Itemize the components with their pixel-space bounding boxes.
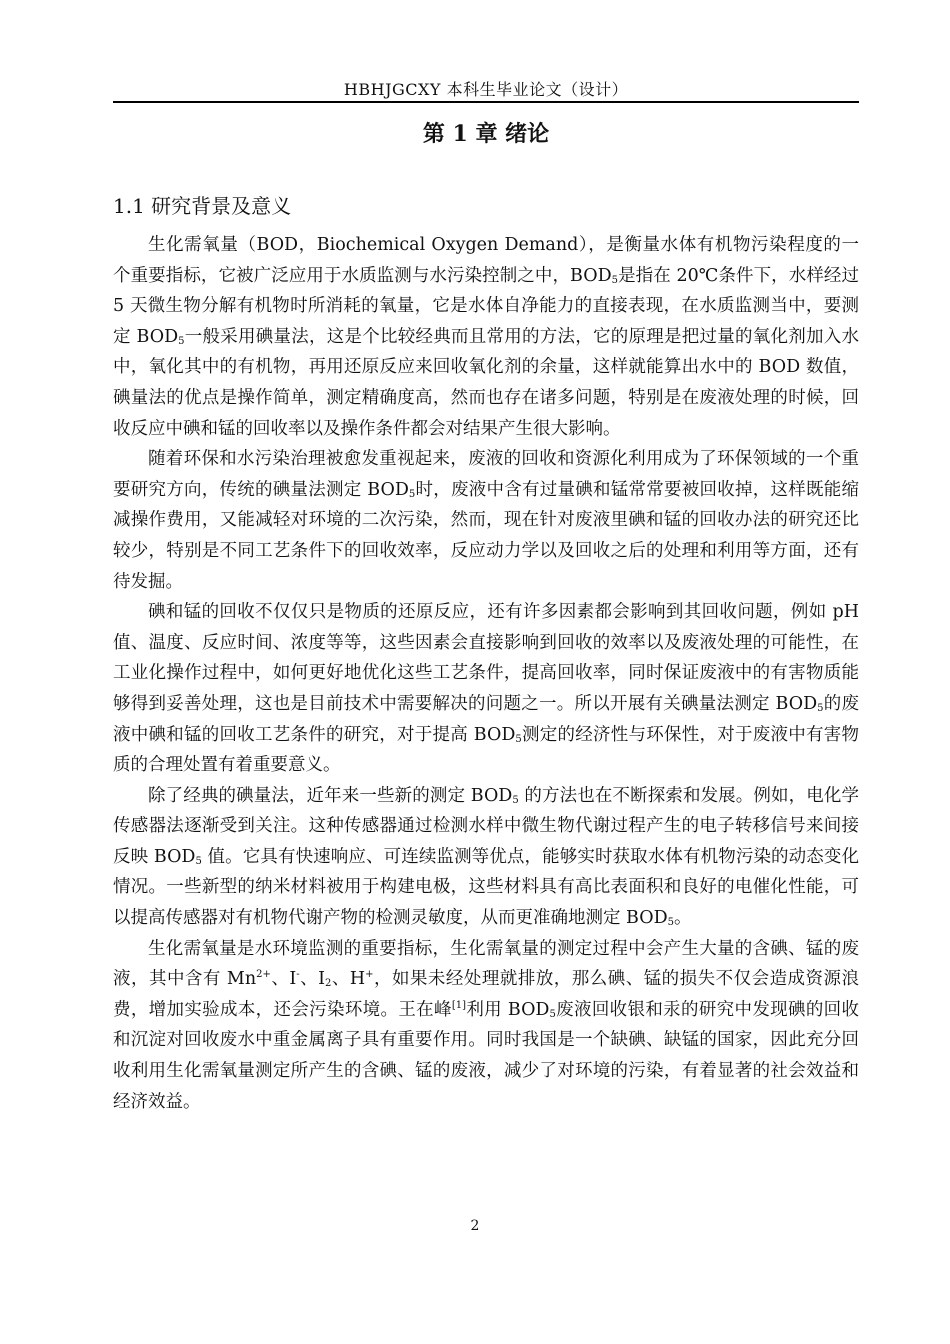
paragraph-5 <box>113 934 859 1118</box>
text-run: 废液回收银和汞的研究中发现碘的回收和沉淀对回收废水中重金属离子具有重要作用。同时我国是一个缺碘、缺锰的国家，因此充分回收利用生化需氧量测定所产生的含碘、锰的废液，减少了对环境的污染，有着显著的社会效益和经济效益。 <box>113 999 860 1112</box>
subscript: 5 <box>515 733 522 745</box>
paragraph-4 <box>113 781 859 934</box>
subscript: 5 <box>195 855 202 867</box>
text-run: 一般采用碘量法，这是个比较经典而且常用的方法，它的原理是把过量的氧化剂加入水中，氧化其中的有机物，再用还原反应来回收氧化剂的余量，这样就能算出水中的 BOD 数值，碘量法的优点是操作简单，测定精确度高，然而也存在诸多问题，特别是在废液处理的时候，回收反应中碘和锰的回收率以及操作条件都会对结果产生很大影响。 <box>113 326 859 439</box>
page-header: HBHJGCXY 本科生毕业论文（设计） <box>343 80 629 99</box>
citation-ref[interactable]: [1] <box>451 999 466 1011</box>
text-run: 、H <box>331 969 366 990</box>
paragraph-1 <box>113 230 859 444</box>
subscript: 5 <box>667 917 674 929</box>
superscript: 2+ <box>256 969 271 981</box>
text-run: 、I <box>299 969 326 990</box>
text-run: 除了经典的碘量法，近年来一些新的测定 BOD <box>148 785 513 806</box>
text-run: 时，废液中含有过量碘和锰常常要被回收掉，这样既能缩减操作费用，又能减轻对环境的二次污染，然而，现在针对废液里碘和锰的回收办法的研究还比较少，特别是不同工艺条件下的回收效率，反应动力学以及回收之后的处理和利用等方面，还有待发掘。 <box>113 479 859 592</box>
subscript: 5 <box>178 335 185 347</box>
section-title: 1.1 研究背景及意义 <box>113 194 292 218</box>
text-run: ，如果未经处理就排放，那么碘、锰的损失不仅会造成资源浪费，增加实验成本，还会污染环境。王在峰 <box>113 969 859 1020</box>
text-run: 的方法也在不断探索和发展。例如，电化学传感器法逐渐受到关注。这种传感器通过检测水样中微生物代谢过程产生的电子转移信号来间接反映 BOD <box>113 785 859 867</box>
subscript: 5 <box>817 702 824 714</box>
text-run: 、I <box>270 969 297 990</box>
text-run: 生化需氧量（BOD，Biochemical Oxygen Demand），是衡量水体有机物污染程度的一个重要指标，它被广泛应用于水质监测与水污染控制之中，BOD <box>113 235 859 286</box>
subscript: 5 <box>549 1008 556 1020</box>
text-run: 生化需氧量是水环境监测的重要指标，生化需氧量的测定过程中会产生大量的含碘、锰的废液，其中含有 Mn <box>113 938 859 990</box>
subscript: 2 <box>325 978 332 990</box>
superscript: - <box>296 969 300 981</box>
chapter-title: 第 1 章 绪论 <box>422 121 550 147</box>
subscript: 5 <box>611 274 618 286</box>
text-run: 利用 BOD <box>466 999 550 1020</box>
subscript: 5 <box>408 488 416 500</box>
text-run: 的废液中碘和锰的回收工艺条件的研究，对于提高 BOD <box>113 693 859 745</box>
text-run: 随着环保和水污染治理被愈发重视起来，废液的回收和资源化利用成为了环保领域的一个重要研究方向，传统的碘量法测定 BOD <box>113 449 859 500</box>
text-run: 是指在 20℃条件下，水样经过 5 天微生物分解有机物时所消耗的氧量，它是水体自净能力的直接表现，在水质监测当中，要测定 BOD <box>113 265 859 347</box>
subscript: 5 <box>512 794 519 806</box>
text-run: 碘和锰的回收不仅仅只是物质的还原反应，还有许多因素都会影响到其回收问题，例如 pH 值、温度、反应时间、浓度等等，这些因素会直接影响到回收的效率以及废液处理的可能性，在工业化操作过程中，如何更好地优化这些工艺条件，提高回收率，同时保证废液中的有害物质能够得到妥善处理，这也是目前技术中需要解决的问题之一。所以开展有关碘量法测定 BOD <box>113 602 859 714</box>
paragraph-3 <box>113 597 859 781</box>
body-text <box>113 230 859 1117</box>
text-run: 值。它具有快速响应、可连续监测等优点，能够实时获取水体有机物污染的动态变化情况。一些新型的纳米材料被用于构建电极，这些材料具有高比表面积和良好的电催化性能，可以提高传感器对有机物代谢产物的检测灵敏度，从而更准确地测定 BOD <box>113 846 859 929</box>
superscript: + <box>365 969 374 981</box>
paragraph-2 <box>113 444 859 597</box>
text-run: 。 <box>674 908 692 929</box>
text-run: 测定的经济性与环保性，对于废液中有害物质的合理处置有着重要意义。 <box>113 724 859 776</box>
page-number: 2 <box>470 1218 480 1234</box>
header-rule <box>113 101 859 103</box>
